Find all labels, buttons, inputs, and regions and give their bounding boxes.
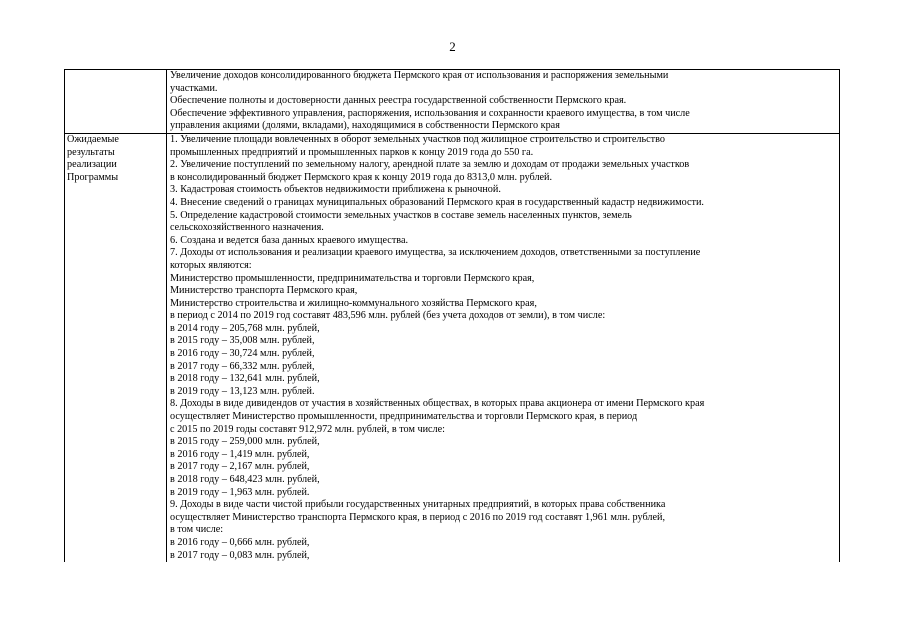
text-line: в 2017 году – 66,332 млн. рублей, [170, 360, 315, 372]
text-line: с 2015 по 2019 годы составят 912,972 млн. рублей, в том числе: [170, 423, 445, 435]
text-line: осуществляет Министерство транспорта Пермского края, в период с 2016 по 2019 год составят 1,961 млн. рублей, [170, 511, 665, 523]
text-line: сельскохозяйственного назначения. [170, 222, 324, 234]
text-line: 2. Увеличение поступлений по земельному налогу, арендной плате за землю и доходам от продажи земельных участков [170, 159, 690, 171]
text-line: Министерство транспорта Пермского края, [170, 285, 358, 297]
text-line: 7. Доходы от использования и реализации краевого имущества, за исключением доходов, ответственными за поступление [170, 247, 701, 259]
text-line: в 2019 году – 1,963 млн. рублей. [170, 486, 310, 498]
text-line: 6. Создана и ведется база данных краевого имущества. [170, 234, 409, 246]
label-line: результаты [67, 146, 115, 158]
text-line: в 2015 году – 259,000 млн. рублей, [170, 436, 320, 448]
label-line: реализации [67, 159, 117, 171]
table-row-expected-results [65, 133, 840, 562]
program-passport-table [64, 69, 840, 562]
text-line: в 2018 году – 648,423 млн. рублей, [170, 474, 320, 485]
expected-results-cell [167, 133, 840, 562]
goals-cell [167, 70, 840, 134]
page-number: 2 [449, 39, 456, 54]
text-line: в 2016 году – 0,666 млн. рублей, [170, 536, 310, 548]
text-line: промышленных предприятий и промышленных парков к концу 2019 года до 550 га. [170, 146, 534, 158]
row-label-expected-results [65, 133, 167, 562]
row-label-empty [65, 70, 167, 134]
text-line: в 2016 году – 1,419 млн. рублей, [170, 448, 310, 460]
text-line: Министерство строительства и жилищно-коммунального хозяйства Пермского края, [170, 297, 537, 309]
text-line: Обеспечение эффективного управления, распоряжения, использования и сохранности краевого имущества, в том числе [170, 107, 690, 119]
text-line: в период с 2014 по 2019 год составят 483,596 млн. рублей (без учета доходов от земли), в том числе: [170, 310, 606, 322]
table-row-goals [65, 70, 840, 134]
text-line: в 2018 году – 132,641 млн. рублей, [170, 373, 320, 385]
text-line: в том числе: [170, 524, 224, 536]
text-line: 4. Внесение сведений о границах муниципальных образований Пермского края в государственный кадастр недвижимости. [170, 196, 704, 208]
text-line: 5. Определение кадастровой стоимости земельных участков в составе земель населенных пунктов, земель [170, 209, 632, 221]
text-line: Обеспечение полноты и достоверности данных реестра государственной собственности Пермского края. [170, 95, 627, 107]
text-line: управления акциями (долями, вкладами), находящимися в собственности Пермского края [170, 120, 560, 132]
text-line: Увеличение доходов консолидированного бюджета Пермского края от использования и распоряжения земельными [170, 70, 669, 81]
text-line: осуществляет Министерство промышленности, предпринимательства и торговли Пермского края, в период [170, 411, 638, 423]
text-line: 1. Увеличение площади вовлеченных в оборот земельных участков под жилищное строительство и строительство [170, 133, 665, 145]
text-line: в 2017 году – 2,167 млн. рублей, [170, 461, 310, 473]
text-line: в 2017 году – 0,083 млн. рублей, [170, 549, 310, 561]
text-line: участками. [170, 82, 218, 94]
text-line: которых являются: [170, 259, 252, 271]
label-line: Программы [67, 171, 119, 183]
text-line: 9. Доходы в виде части чистой прибыли государственных унитарных предприятий, в которых права собственника [170, 499, 666, 511]
text-line: в 2016 году – 30,724 млн. рублей, [170, 348, 315, 360]
text-line: в 2019 году – 13,123 млн. рублей. [170, 385, 315, 397]
text-line: в 2015 году – 35,008 млн. рублей, [170, 335, 315, 347]
text-line: Министерство промышленности, предпринимательства и торговли Пермского края, [170, 272, 535, 284]
text-line: 3. Кадастровая стоимость объектов недвижимости приближена к рыночной. [170, 184, 501, 196]
text-line: в консолидированный бюджет Пермского края к концу 2019 года до 8313,0 млн. рублей. [170, 171, 553, 183]
label-line: Ожидаемые [67, 133, 119, 145]
text-line: 8. Доходы в виде дивидендов от участия в хозяйственных обществах, в которых права акционера от имени Пермского края [170, 398, 705, 410]
text-line: в 2014 году – 205,768 млн. рублей, [170, 322, 320, 334]
